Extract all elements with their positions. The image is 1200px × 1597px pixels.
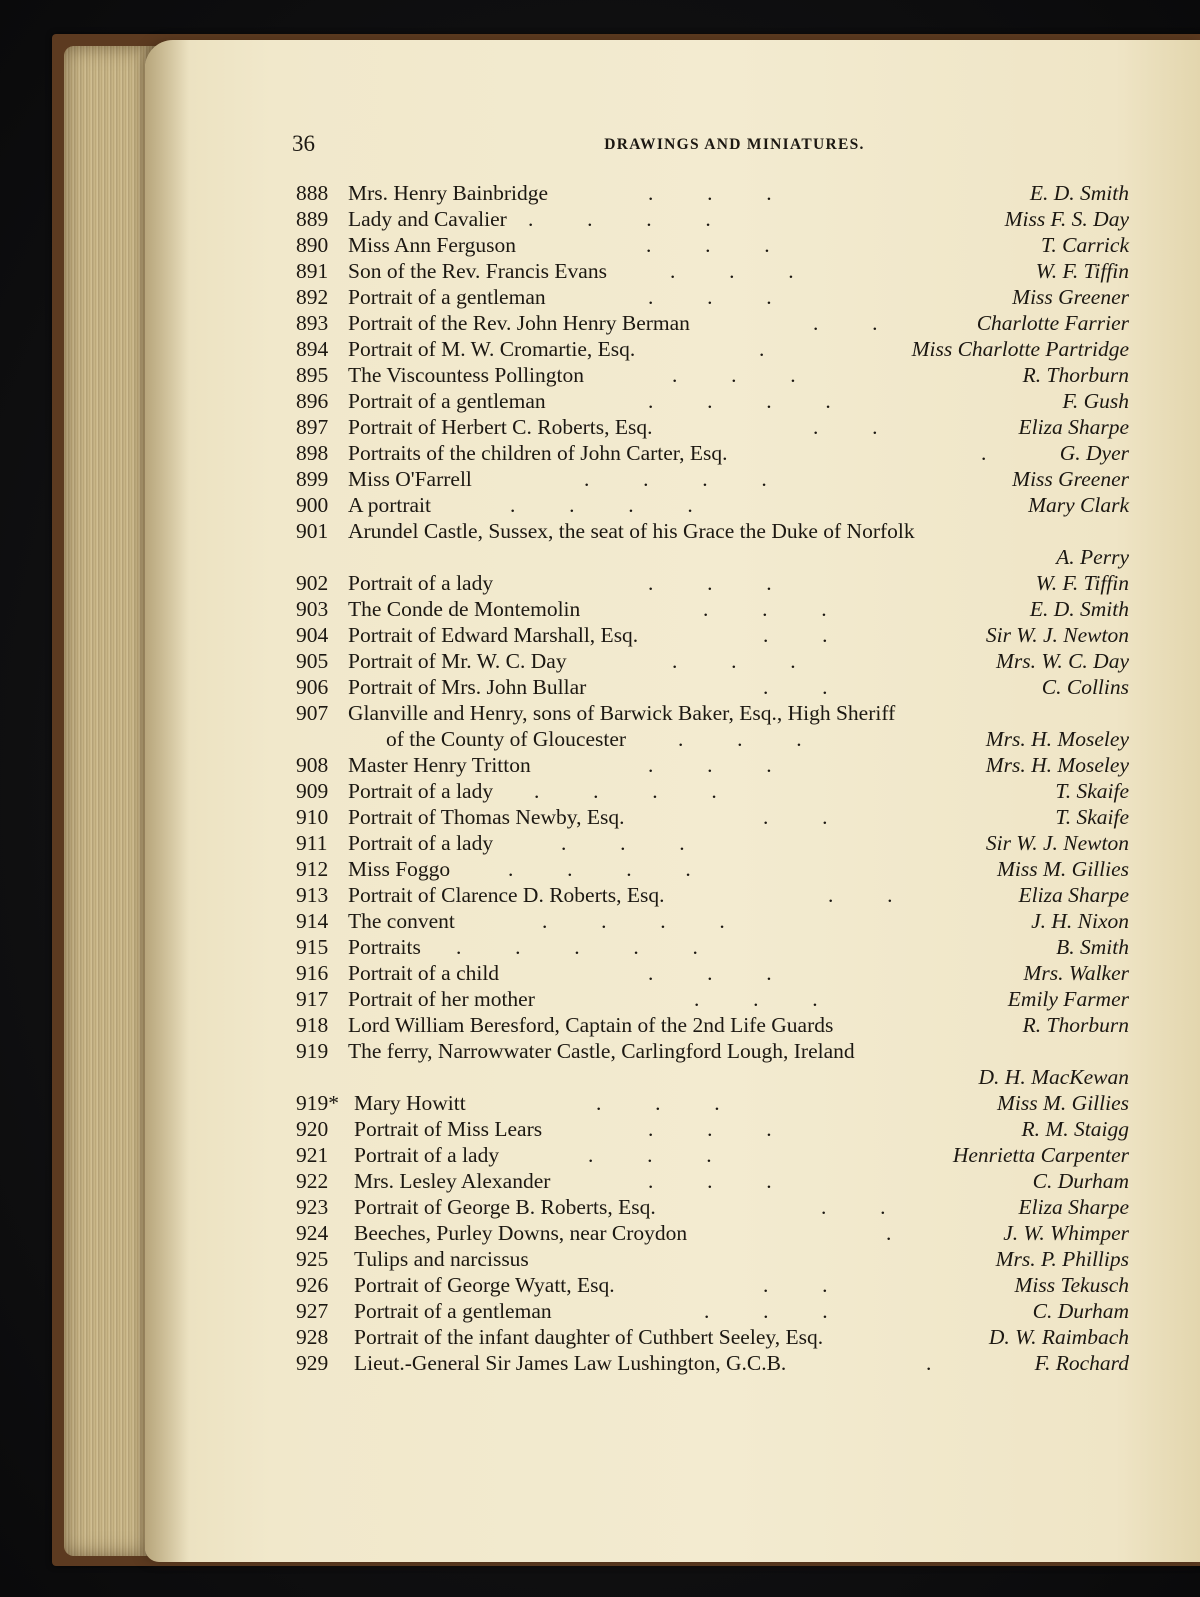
entry-number: 907 [296, 701, 329, 725]
entry-title: Portrait of a child [348, 961, 500, 985]
dot-leaders: . . . . [508, 857, 691, 881]
entry-title: Portrait of Herbert C. Roberts, Esq. [348, 415, 653, 439]
entry-title: Lieut.-General Sir James Law Lushington, G.C.B. [354, 1351, 787, 1375]
entry-number: 929 [296, 1351, 329, 1375]
catalogue-entry [296, 1012, 1129, 1038]
entry-number: 904 [296, 623, 329, 647]
entry-title: Portrait of Edward Marshall, Esq. [348, 623, 639, 647]
dot-leaders: . . . [648, 571, 772, 595]
entry-number: 892 [296, 285, 329, 309]
entry-line [296, 1168, 1129, 1194]
catalogue-entry [296, 648, 1129, 674]
catalogue-entry [296, 700, 1129, 752]
entry-title: Portrait of a gentleman [348, 389, 546, 413]
catalogue-entry [296, 1350, 1129, 1376]
entry-line [296, 960, 1129, 986]
artist-name: J. W. Whimper [1003, 1221, 1129, 1245]
artist-name: Miss Charlotte Partridge [911, 337, 1129, 361]
artist-name: Miss F. S. Day [1004, 207, 1129, 231]
entry-title: Portrait of her mother [348, 987, 535, 1011]
entry-number: 913 [296, 883, 329, 907]
catalogue-entry [296, 674, 1129, 700]
entry-number: 928 [296, 1325, 329, 1349]
dot-leaders: . . . [648, 961, 772, 985]
catalogue-entry [296, 414, 1129, 440]
running-title: DRAWINGS AND MINIATURES. [604, 136, 865, 153]
catalogue-entry [296, 570, 1129, 596]
entry-line [296, 778, 1129, 804]
catalogue-entry [296, 180, 1129, 206]
artist-name: D. H. MacKewan [978, 1065, 1129, 1089]
catalogue-entry [296, 336, 1129, 362]
dot-leaders: . . [763, 1273, 828, 1297]
dot-leaders: . [926, 1351, 932, 1375]
catalogue-entry [296, 1038, 1129, 1090]
entry-line [296, 1142, 1129, 1168]
dot-leaders: . . [813, 415, 878, 439]
entry-title: Mrs. Henry Bainbridge [348, 181, 549, 205]
artist-name: T. Skaife [1055, 779, 1129, 803]
entry-line [296, 1090, 1129, 1116]
artist-name: Eliza Sharpe [1018, 1195, 1129, 1219]
catalogue-entry [296, 1168, 1129, 1194]
dot-leaders: . . . [648, 1169, 772, 1193]
entry-line [296, 908, 1129, 934]
entry-line [296, 674, 1129, 700]
dot-leaders: . . . [561, 831, 685, 855]
entry-number: 902 [296, 571, 329, 595]
entry-title: Portrait of Thomas Newby, Esq. [348, 805, 625, 829]
catalogue-entry [296, 908, 1129, 934]
entry-title: Portraits of the children of John Carter, Esq. [348, 441, 728, 465]
entry-number: 895 [296, 363, 329, 387]
entry-title: Portrait of Clarence D. Roberts, Esq. [348, 883, 665, 907]
catalogue-entry [296, 1298, 1129, 1324]
catalogue-entry [296, 596, 1129, 622]
artist-name: R. Thorburn [1022, 363, 1129, 387]
dot-leaders: . . . [703, 597, 827, 621]
artist-name: Sir W. J. Newton [985, 831, 1129, 855]
entry-title: The ferry, Narrowwater Castle, Carlingford Lough, Ireland [348, 1039, 855, 1063]
entry-title: Arundel Castle, Sussex, the seat of his Grace the Duke of Norfolk [348, 519, 915, 543]
entry-title: Mary Howitt [354, 1091, 466, 1115]
dot-leaders: . . [828, 883, 893, 907]
entry-line [296, 882, 1129, 908]
entry-number: 914 [296, 909, 329, 933]
entry-title: Portrait of a lady [348, 571, 494, 595]
entry-number: 915 [296, 935, 329, 959]
artist-name: A. Perry [1056, 545, 1129, 569]
dot-leaders: . . . [672, 649, 796, 673]
entry-title: Son of the Rev. Francis Evans [348, 259, 607, 283]
entry-title: Tulips and narcissus [354, 1247, 529, 1271]
entry-number: 927 [296, 1299, 329, 1323]
artist-name: D. W. Raimbach [988, 1325, 1129, 1349]
entry-line [296, 1246, 1129, 1272]
entry-line [296, 1350, 1129, 1376]
artist-name: Mrs. H. Moseley [985, 727, 1129, 751]
entry-number: 906 [296, 675, 329, 699]
catalogue-entry [296, 1090, 1129, 1116]
entry-line [296, 934, 1129, 960]
gutter-shadow [145, 40, 190, 1562]
entry-line [296, 310, 1129, 336]
dot-leaders: . [981, 441, 987, 465]
dot-leaders: . . [763, 623, 828, 647]
entry-line [296, 414, 1129, 440]
entry-line [296, 1012, 1129, 1038]
catalogue-entry [296, 440, 1129, 466]
artist-name: R. M. Staigg [1021, 1117, 1129, 1141]
entry-number: 910 [296, 805, 329, 829]
artist-name: Miss Greener [1012, 467, 1129, 491]
entry-line [296, 206, 1129, 232]
entry-title: Portrait of M. W. Cromartie, Esq. [348, 337, 636, 361]
artist-name: Miss Greener [1012, 285, 1129, 309]
entry-line [296, 336, 1129, 362]
catalogue-entry [296, 1220, 1129, 1246]
artist-name: F. Gush [1062, 389, 1129, 413]
catalogue-entry [296, 830, 1129, 856]
entry-line [296, 518, 1129, 544]
entry-number: 923 [296, 1195, 329, 1219]
entry-line [296, 622, 1129, 648]
entry-title: Portrait of a lady [348, 831, 494, 855]
catalogue-entry [296, 258, 1129, 284]
dot-leaders: . [886, 1221, 892, 1245]
entry-title: Mrs. Lesley Alexander [354, 1169, 551, 1193]
entry-number: 903 [296, 597, 329, 621]
artist-name: Miss M. Gillies [997, 1091, 1129, 1115]
artist-name: Charlotte Farrier [976, 311, 1129, 335]
entry-number: 917 [296, 987, 329, 1011]
catalogue-entry [296, 986, 1129, 1012]
dot-leaders: . . . [694, 987, 818, 1011]
entry-line [296, 1298, 1129, 1324]
entry-title: Glanville and Henry, sons of Barwick Baker, Esq., High Sheriff [348, 701, 896, 725]
artist-name: Miss Tekusch [1014, 1273, 1129, 1297]
entry-number: 894 [296, 337, 329, 361]
entry-title: A portrait [348, 493, 431, 517]
entry-title: Portrait of the infant daughter of Cuthbert Seeley, Esq. [354, 1325, 824, 1349]
entry-line [296, 1324, 1129, 1350]
catalogue-entry [296, 1324, 1129, 1350]
catalogue-entry [296, 856, 1129, 882]
entry-line [296, 232, 1129, 258]
entry-continuation-line [296, 726, 1129, 752]
artist-name: R. Thorburn [1022, 1013, 1129, 1037]
catalogue-entry-list [296, 180, 1129, 1376]
dot-leaders: . . . [596, 1091, 720, 1115]
entry-title: Miss Foggo [348, 857, 451, 881]
dot-leaders: . . . [672, 363, 796, 387]
entry-continuation-line [296, 544, 1129, 570]
entry-title: Portrait of a lady [348, 779, 494, 803]
dot-leaders: . . . [588, 1143, 712, 1167]
entry-number: 918 [296, 1013, 329, 1037]
entry-number: 893 [296, 311, 329, 335]
catalogue-entry [296, 492, 1129, 518]
artist-name: T. Carrick [1041, 233, 1129, 257]
entry-title-continued: of the County of Gloucester [386, 727, 627, 751]
catalogue-entry [296, 1272, 1129, 1298]
entry-number: 924 [296, 1221, 329, 1245]
entry-line [296, 258, 1129, 284]
entry-line [296, 440, 1129, 466]
dot-leaders: . . [763, 805, 828, 829]
entry-number: 919 [296, 1039, 329, 1063]
entry-line [296, 1220, 1129, 1246]
page-number: 36 [292, 131, 315, 156]
entry-title: The Conde de Montemolin [348, 597, 581, 621]
catalogue-entry [296, 388, 1129, 414]
entry-number: 889 [296, 207, 329, 231]
entry-number: 891 [296, 259, 329, 283]
artist-name: E. D. Smith [1029, 597, 1129, 621]
catalogue-entry [296, 752, 1129, 778]
artist-name: Eliza Sharpe [1018, 415, 1129, 439]
catalogue-entry [296, 284, 1129, 310]
dot-leaders: . . . [678, 727, 802, 751]
entry-number: 909 [296, 779, 329, 803]
entry-line [296, 700, 1129, 726]
entry-number: 898 [296, 441, 329, 465]
artist-name: W. F. Tiffin [1035, 571, 1129, 595]
entry-number: 901 [296, 519, 329, 543]
entry-line [296, 362, 1129, 388]
catalogue-entry [296, 1246, 1129, 1272]
entry-number: 905 [296, 649, 329, 673]
entry-number: 920 [296, 1117, 329, 1141]
dot-leaders: . . . . [528, 207, 711, 231]
artist-name: E. D. Smith [1029, 181, 1129, 205]
catalogue-entry [296, 1142, 1129, 1168]
entry-line [296, 986, 1129, 1012]
entry-number: 897 [296, 415, 329, 439]
artist-name: Henrietta Carpenter [952, 1143, 1129, 1167]
page-header [292, 131, 1132, 163]
entry-title: Miss Ann Ferguson [348, 233, 517, 257]
dot-leaders: . . . [648, 285, 772, 309]
entry-line [296, 388, 1129, 414]
dot-leaders: . . . . [584, 467, 767, 491]
entry-title: Portrait of a gentleman [354, 1299, 552, 1323]
entry-title: Portraits [348, 935, 421, 959]
catalogue-entry [296, 466, 1129, 492]
entry-title: Miss O'Farrell [348, 467, 472, 491]
entry-number: 899 [296, 467, 329, 491]
artist-name: Mrs. H. Moseley [985, 753, 1129, 777]
artist-name: Sir W. J. Newton [985, 623, 1129, 647]
catalogue-entry [296, 960, 1129, 986]
entry-line [296, 570, 1129, 596]
dot-leaders: . . . . [648, 389, 831, 413]
entry-line [296, 1194, 1129, 1220]
dot-leaders: . . . . [542, 909, 725, 933]
entry-line [296, 648, 1129, 674]
entry-number: 908 [296, 753, 329, 777]
entry-title: Portrait of George Wyatt, Esq. [354, 1273, 615, 1297]
catalogue-entry [296, 232, 1129, 258]
entry-number: 896 [296, 389, 329, 413]
artist-name: Mrs. W. C. Day [996, 649, 1129, 673]
catalogue-entry [296, 934, 1129, 960]
catalogue-entry [296, 778, 1129, 804]
entry-title: Master Henry Tritton [348, 753, 531, 777]
entry-title: Portrait of Mr. W. C. Day [348, 649, 567, 673]
entry-line [296, 466, 1129, 492]
artist-name: Mrs. Walker [1023, 961, 1129, 985]
entry-number: 911 [296, 831, 328, 855]
entry-line [296, 1116, 1129, 1142]
entry-line [296, 492, 1129, 518]
dot-leaders: . . . [648, 1117, 772, 1141]
entry-line [296, 284, 1129, 310]
entry-title: Lady and Cavalier [348, 207, 507, 231]
entry-title: The convent [348, 909, 455, 933]
dot-leaders: . . . [648, 753, 772, 777]
dot-leaders: . . . [648, 181, 772, 205]
entry-line [296, 1272, 1129, 1298]
entry-line [296, 1038, 1129, 1064]
catalogue-entry [296, 804, 1129, 830]
artist-name: C. Durham [1032, 1299, 1129, 1323]
dot-leaders: . . . . . [456, 935, 698, 959]
entry-title: The Viscountess Pollington [348, 363, 585, 387]
entry-title: Portrait of a lady [354, 1143, 500, 1167]
entry-title: Portrait of Mrs. John Bullar [348, 675, 587, 699]
catalogue-entry [296, 1116, 1129, 1142]
artist-name: C. Collins [1041, 675, 1129, 699]
dot-leaders: . . . . [534, 779, 717, 803]
dot-leaders: . . [763, 675, 828, 699]
catalogue-entry [296, 310, 1129, 336]
artist-name: Emily Farmer [1007, 987, 1129, 1011]
catalogue-entry [296, 622, 1129, 648]
dot-leaders: . . [813, 311, 878, 335]
entry-line [296, 830, 1129, 856]
entry-number: 912 [296, 857, 329, 881]
entry-line [296, 752, 1129, 778]
dot-leaders: . [759, 337, 765, 361]
artist-name: T. Skaife [1055, 805, 1129, 829]
artist-name: B. Smith [1056, 935, 1129, 959]
entry-number: 922 [296, 1169, 329, 1193]
artist-name: Mrs. P. Phillips [995, 1247, 1129, 1271]
entry-title: Lord William Beresford, Captain of the 2nd Life Guards [348, 1013, 834, 1037]
entry-continuation-line [296, 1064, 1129, 1090]
catalogue-entry [296, 518, 1129, 570]
entry-number: 916 [296, 961, 329, 985]
dot-leaders: . . [821, 1195, 886, 1219]
entry-line [296, 596, 1129, 622]
entry-number: 925 [296, 1247, 329, 1271]
entry-number: 919* [296, 1091, 339, 1115]
artist-name: Mary Clark [1028, 493, 1129, 517]
catalogue-entry [296, 362, 1129, 388]
entry-title: Beeches, Purley Downs, near Croydon [354, 1221, 688, 1245]
artist-name: F. Rochard [1034, 1351, 1129, 1375]
catalogue-entry [296, 1194, 1129, 1220]
dot-leaders: . . . [670, 259, 794, 283]
artist-name: J. H. Nixon [1031, 909, 1129, 933]
entry-number: 888 [296, 181, 329, 205]
dot-leaders: . . . [704, 1299, 828, 1323]
catalogue-entry [296, 882, 1129, 908]
artist-name: C. Durham [1032, 1169, 1129, 1193]
artist-name: Miss M. Gillies [997, 857, 1129, 881]
artist-name: W. F. Tiffin [1035, 259, 1129, 283]
entry-number: 890 [296, 233, 329, 257]
entry-title: Portrait of George B. Roberts, Esq. [354, 1195, 656, 1219]
entry-number: 926 [296, 1273, 329, 1297]
artist-name: Eliza Sharpe [1018, 883, 1129, 907]
artist-name: G. Dyer [1059, 441, 1129, 465]
entry-number: 900 [296, 493, 329, 517]
entry-line [296, 180, 1129, 206]
dot-leaders: . . . [646, 233, 770, 257]
entry-title: Portrait of a gentleman [348, 285, 546, 309]
entry-title: Portrait of the Rev. John Henry Berman [348, 311, 690, 335]
entry-line [296, 804, 1129, 830]
dot-leaders: . . . . [510, 493, 693, 517]
catalogue-entry [296, 206, 1129, 232]
entry-line [296, 856, 1129, 882]
entry-title: Portrait of Miss Lears [354, 1117, 543, 1141]
entry-number: 921 [296, 1143, 329, 1167]
